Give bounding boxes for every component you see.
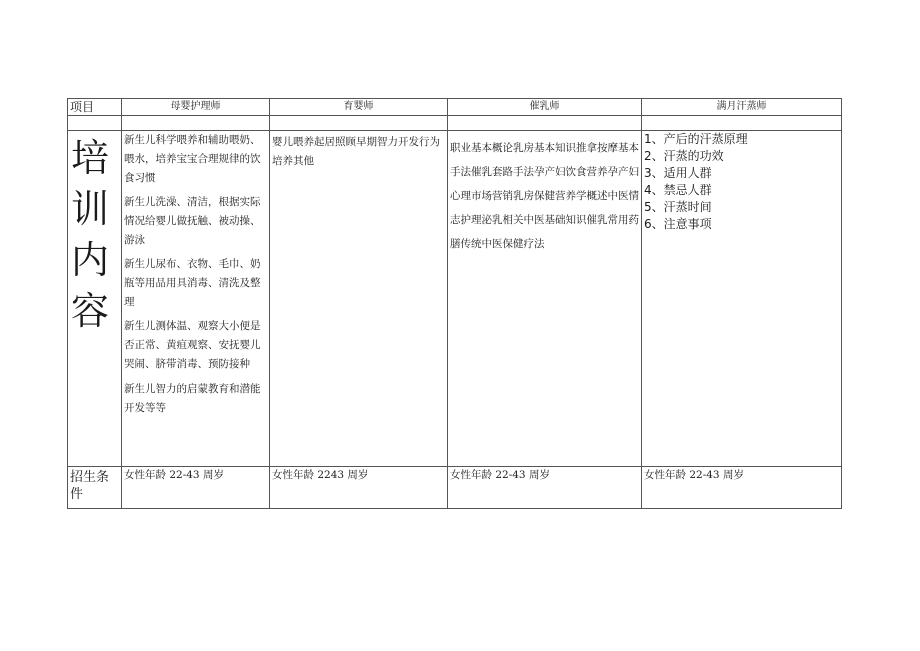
nursery-content-cell — [270, 131, 448, 467]
blank-cell — [122, 116, 270, 131]
list-item: 2、汗蒸的功效 — [644, 149, 724, 163]
sauna-condition-cell — [642, 467, 842, 509]
maternal-item: 新生儿科学喂养和辅助喂奶、喂水，培养宝宝合理规律的饮食习惯 — [124, 134, 261, 184]
header-maternal-nurse: 母婴护理师 — [122, 99, 270, 116]
maternal-condition-cell — [122, 467, 270, 509]
label-char: 培 — [71, 136, 110, 180]
list-item: 4、禁忌人群 — [644, 183, 712, 197]
sauna-condition: 女性年龄 22-43 周岁 — [644, 469, 744, 481]
label-char: 训 — [71, 187, 110, 231]
sauna-content-cell — [642, 131, 842, 467]
header-item: 项目 — [68, 99, 122, 116]
maternal-item: 新生儿智力的启蒙教育和潜能开发等等 — [124, 383, 261, 414]
conditions-label-cell — [68, 467, 122, 509]
label-char: 内 — [71, 238, 110, 282]
label-char: 容 — [71, 289, 110, 333]
list-item: 6、注意事项 — [644, 217, 712, 231]
conditions-label: 招生条件 — [70, 470, 110, 502]
enrollment-conditions-row — [68, 467, 842, 509]
nursery-condition-cell — [270, 467, 448, 509]
training-content-row — [68, 131, 842, 467]
list-item: 3、适用人群 — [644, 166, 712, 180]
sauna-list — [644, 131, 839, 233]
blank-row — [68, 116, 842, 131]
lactation-condition-cell — [448, 467, 642, 509]
blank-cell — [642, 116, 842, 131]
maternal-item: 新生儿洗澡、清洁，根据实际情况给婴儿做抚触、被动操、游泳 — [124, 196, 261, 246]
list-item: 1、产后的汗蒸原理 — [644, 132, 748, 146]
blank-cell — [68, 116, 122, 131]
nursery-condition: 女性年龄 2243 周岁 — [272, 469, 369, 481]
lactation-content-cell — [448, 131, 642, 467]
header-nursery-teacher: 育婴师 — [270, 99, 448, 116]
list-item: 5、汗蒸时间 — [644, 200, 712, 214]
maternal-item: 新生儿尿布、衣物、毛巾、奶瓶等用品用具消毒、清洗及整理 — [124, 258, 261, 308]
nursery-text: 婴儿喂养起居照顾早期智力开发行为培养其他 — [272, 136, 440, 167]
header-row — [68, 99, 842, 116]
maternal-content-cell — [122, 131, 270, 467]
lactation-condition: 女性年龄 22-43 周岁 — [450, 469, 550, 481]
blank-cell — [270, 116, 448, 131]
maternal-condition: 女性年龄 22-43 周岁 — [124, 469, 224, 481]
lactation-text: 职业基本概论乳房基本知识推拿按摩基本手法催乳套路手法孕产妇饮食营养孕产妇心理市场营销乳房保健营养学概述中医情志护理泌乳相关中医基础知识催乳常用药膳传统中医保健疗法 — [450, 142, 639, 250]
training-table — [67, 98, 842, 509]
header-postpartum-sauna: 满月汗蒸师 — [642, 99, 842, 116]
blank-cell — [448, 116, 642, 131]
header-lactation-specialist: 催乳师 — [448, 99, 642, 116]
training-content-label — [68, 131, 122, 467]
maternal-item: 新生儿测体温、观察大小便是否正常、黄疸观察、安抚婴儿哭闹、脐带消毒、预防接种 — [124, 320, 261, 370]
